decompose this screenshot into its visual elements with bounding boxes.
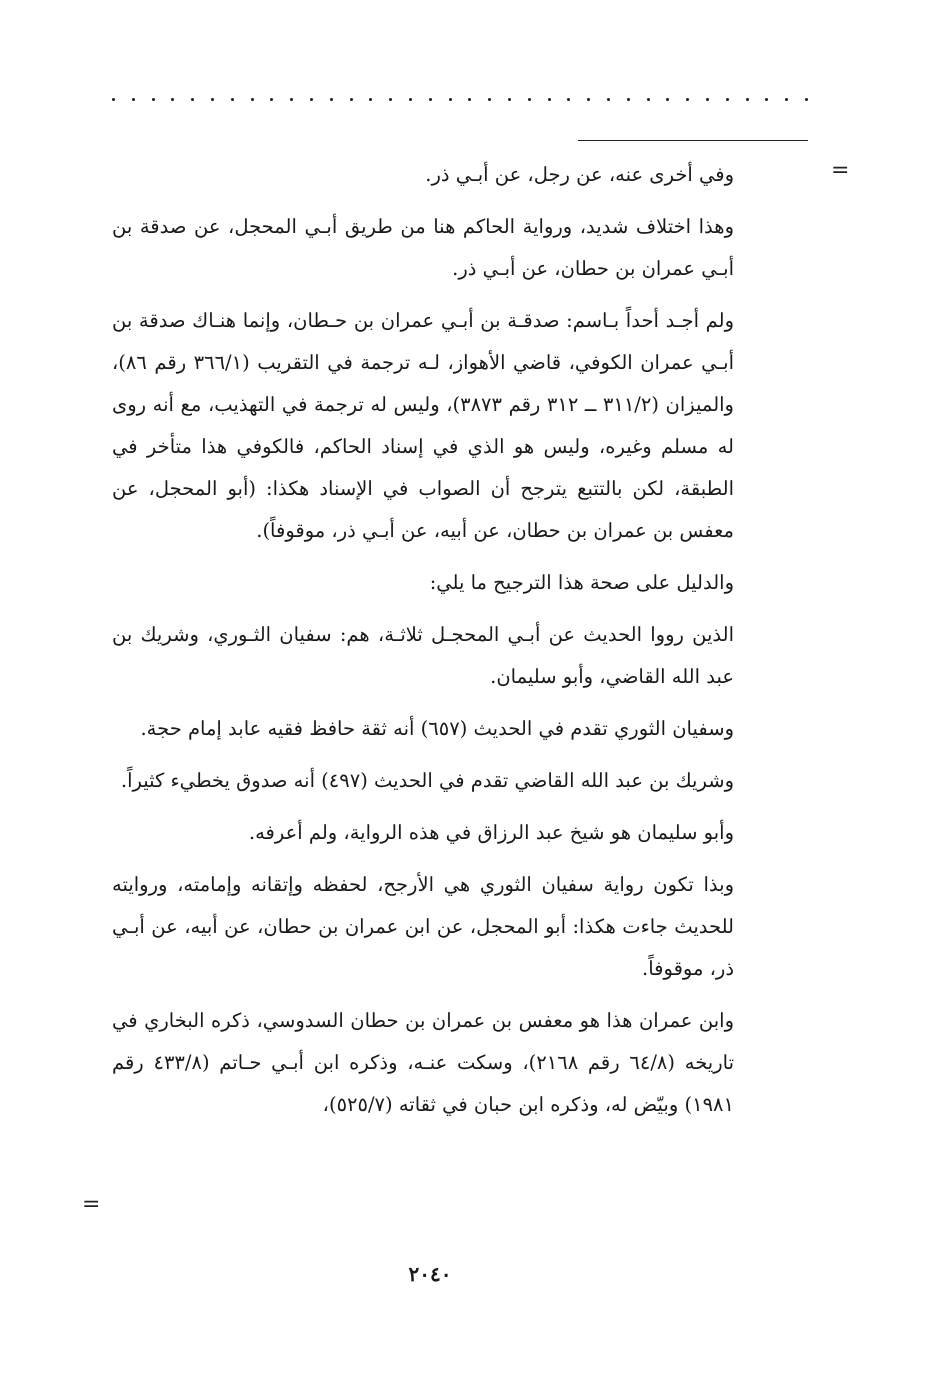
separator-dot <box>251 98 254 101</box>
separator-dot <box>686 98 689 101</box>
separator-dot <box>449 98 452 101</box>
separator-dot <box>567 98 570 101</box>
separator-dot <box>726 98 729 101</box>
separator-dot <box>409 98 412 101</box>
page-number: ٢٠٤٠ <box>408 1262 452 1286</box>
paragraph-10: وابن عمران هذا هو معفس بن عمران بن حطان السدوسي، ذكره البخاري في تاريخه (٦٤/٨ رقم ٢١٦٨)، وسكت عنـه، وذكره ابن أبـي حـاتم (٤٣٣/٨ رقم ١٩٨١) وبيّض له، وذكره ابن حبان في ثقاته (٥٢٥/٧)، <box>112 1009 734 1116</box>
separator-dot <box>152 98 155 101</box>
separator-dot <box>429 98 432 101</box>
paragraph-7: وشريك بن عبد الله القاضي تقدم في الحديث (٤٩٧) أنه صدوق يخطيء كثيراً. <box>120 769 734 792</box>
paragraph-8: وأبو سليمان هو شيخ عبد الرزاق في هذه الرواية، ولم أعرفه. <box>248 821 734 844</box>
separator-dot <box>805 98 808 101</box>
footnote-rule <box>578 140 808 141</box>
separator-dot <box>706 98 709 101</box>
separator-dot <box>607 98 610 101</box>
paragraph-6: وسفيان الثوري تقدم في الحديث (٦٥٧) أنه ثقة حافظ فقيه عابد إمام حجة. <box>140 717 734 740</box>
separator-dot <box>746 98 749 101</box>
separator-dot <box>666 98 669 101</box>
separator-dot <box>765 98 768 101</box>
separator-dot <box>310 98 313 101</box>
separator-dot <box>171 98 174 101</box>
footnote-text <box>112 154 734 1136</box>
separator-dot <box>647 98 650 101</box>
paragraph-1: وفي أخرى عنه، عن رجل، عن أبـي ذر. <box>425 163 734 186</box>
separator-dot <box>211 98 214 101</box>
separator-dot <box>468 98 471 101</box>
separator-dot <box>548 98 551 101</box>
paragraph-5: الذين رووا الحديث عن أبـي المحجـل ثلاثـة، هم: سفيان الثـوري، وشريك بن عبد الله القاضي، وأبو سليمان. <box>112 623 734 688</box>
separator-dot <box>191 98 194 101</box>
separator-dot <box>785 98 788 101</box>
separator-dot <box>627 98 630 101</box>
continuation-mark-bottom: = <box>82 1192 101 1217</box>
separator-dot <box>369 98 372 101</box>
separator-dot <box>528 98 531 101</box>
separator-dot <box>587 98 590 101</box>
dotted-separator <box>112 92 808 106</box>
separator-dot <box>270 98 273 101</box>
paragraph-3: ولم أجـد أحداً بـاسم: صدقـة بن أبـي عمران بن حـطان، وإنما هنـاك صدقة بن أبـي عمران الكوفي، قاضي الأهواز، لـه ترجمة في التقريب (٣٦٦/١ رقم ٨٦)، والميزان (٣١١/٢ ــ ٣١٢ رقم ٣٨٧٣)، وليس له ترجمة في التهذيب، مع أنه روى له مسلم وغيره، وليس هو الذي في إسناد الحاكم، فالكوفي هذا متأخر في الطبقة، لكن بالتتبع يترجح أن الصواب في الإسناد هكذا: (أبو المحجل، عن معفس بن عمران بن حطان، عن أبيه، عن أبـي ذر، موقوفاً). <box>112 309 734 542</box>
separator-dot <box>112 98 115 101</box>
separator-dot <box>508 98 511 101</box>
paragraph-4: والدليل على صحة هذا الترجيح ما يلي: <box>429 571 734 594</box>
separator-dot <box>330 98 333 101</box>
separator-dot <box>389 98 392 101</box>
continuation-mark-top: = <box>831 158 850 183</box>
separator-dot <box>350 98 353 101</box>
separator-dot <box>132 98 135 101</box>
separator-dot <box>290 98 293 101</box>
paragraph-9: وبذا تكون رواية سفيان الثوري هي الأرجح، لحفظه وإتقانه وإمامته، وروايته للحديث جاءت هكذا: أبو المحجل، عن ابن عمران بن حطان، عن أبيه، عن أبـي ذر، موقوفاً. <box>112 873 734 980</box>
separator-dot <box>231 98 234 101</box>
paragraph-2: وهذا اختلاف شديد، ورواية الحاكم هنا من طريق أبـي المحجل، عن صدقة بن أبـي عمران بن حطان، عن أبـي ذر. <box>112 215 734 280</box>
separator-dot <box>488 98 491 101</box>
